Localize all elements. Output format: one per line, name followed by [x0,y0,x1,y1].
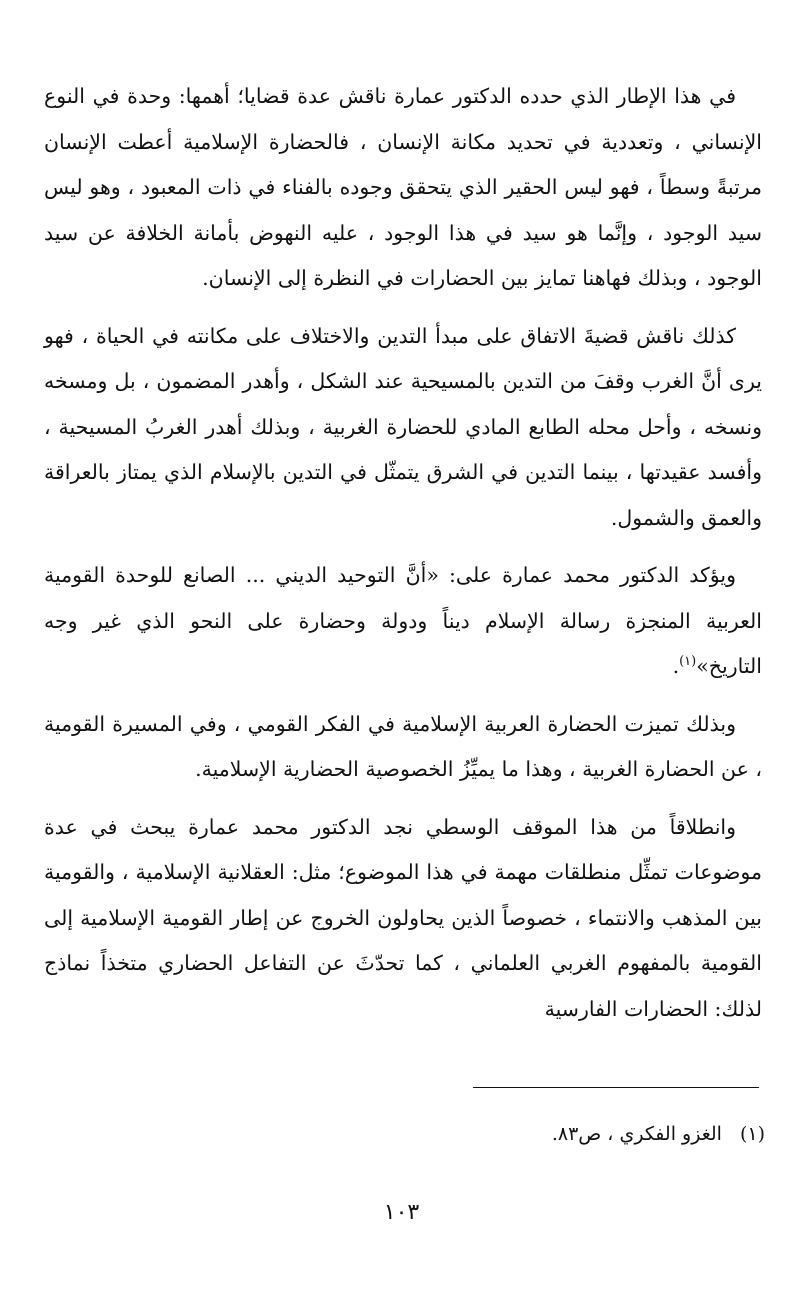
paragraph-3-text: ويؤكد الدكتور محمد عمارة على: «أنَّ التوحيد الديني ... الصانع للوحدة القومية العربية المنجزة رسالة الإسلام ديناً ودولة وحضارة على النحو الذي غير وجه التاريخ» [44,563,762,678]
paragraph-3: ويؤكد الدكتور محمد عمارة على: «أنَّ التوحيد الديني ... الصانع للوحدة القومية العربية المنجزة رسالة الإسلام ديناً ودولة وحضارة على النحو الذي غير وجه التاريخ»$^{(١)}$. [44,563,762,678]
footnote-reference: (١) [679,654,697,670]
paragraph-1: في هذا الإطار الذي حدده الدكتور عمارة ناقش عدة قضايا؛ أهمها: وحدة في النوع الإنساني ، وتعددية في تحديد مكانة الإنسان ، فالحضارة الإسلامية أعطت الإنسان مرتبةً وسطاً ، فهو ليس الحقير الذي يتحقق وجوده بالفناء في ذات المعبود ، وهو ليس سيد الوجود ، وإنَّما هو سيد في هذا الوجود ، عليه النهوض بأمانة الخلافة عن سيد الوجود ، وبذلك فهاهنا تمايز بين الحضارات في النظرة إلى الإنسان. [44,84,762,290]
page-number: ١٠٣ [383,1200,420,1225]
paragraph-4: وبذلك تميزت الحضارة العربية الإسلامية في الفكر القومي ، وفي المسيرة القومية ، عن الحضارة الغربية ، وهذا ما يميِّزُ الخصوصية الحضارية الإسلامية. [44,711,762,781]
footnote-divider [473,1087,759,1088]
footnote-number: (١) [739,1123,765,1145]
paragraph-5: وانطلاقاً من هذا الموقف الوسطي نجد الدكتور محمد عمارة يبحث في عدة موضوعات تمثِّل منطلقات مهمة في هذا الموضوع؛ مثل: العقلانية الإسلامية ، والقومية بين المذهب والانتماء ، خصوصاً الذين يحاولون الخروج عن إطار القومية الإسلامية إلى القومية بالمفهوم الغربي العلماني ، كما تحدّثَ عن التفاعل الحضاري متخذاً نماذج لذلك: الحضارات الفارسية [44,814,762,1021]
footnote [45,1118,765,1150]
paragraph-2: كذلك ناقش قضيةَ الاتفاق على مبدأ التدين والاختلاف على مكانته في الحياة ، فهو يرى أنَّ الغرب وقفَ من التدين بالمسيحية عند الشكل ، وأهدر المضمون ، بل ومسخه ونسخه ، وأحل محله الطابع المادي للحضارة الغربية ، وبذلك أهدر الغربُ المسيحية ، وأفسد عقيدتها ، بينما التدين في الشرق يتمثّل في التدين بالإسلام الذي يمتاز بالعراقة والعمق والشمول. [44,323,762,530]
footnote-text: الغزو الفكري ، ص٨٣. [551,1123,722,1145]
page-body [44,74,762,1032]
